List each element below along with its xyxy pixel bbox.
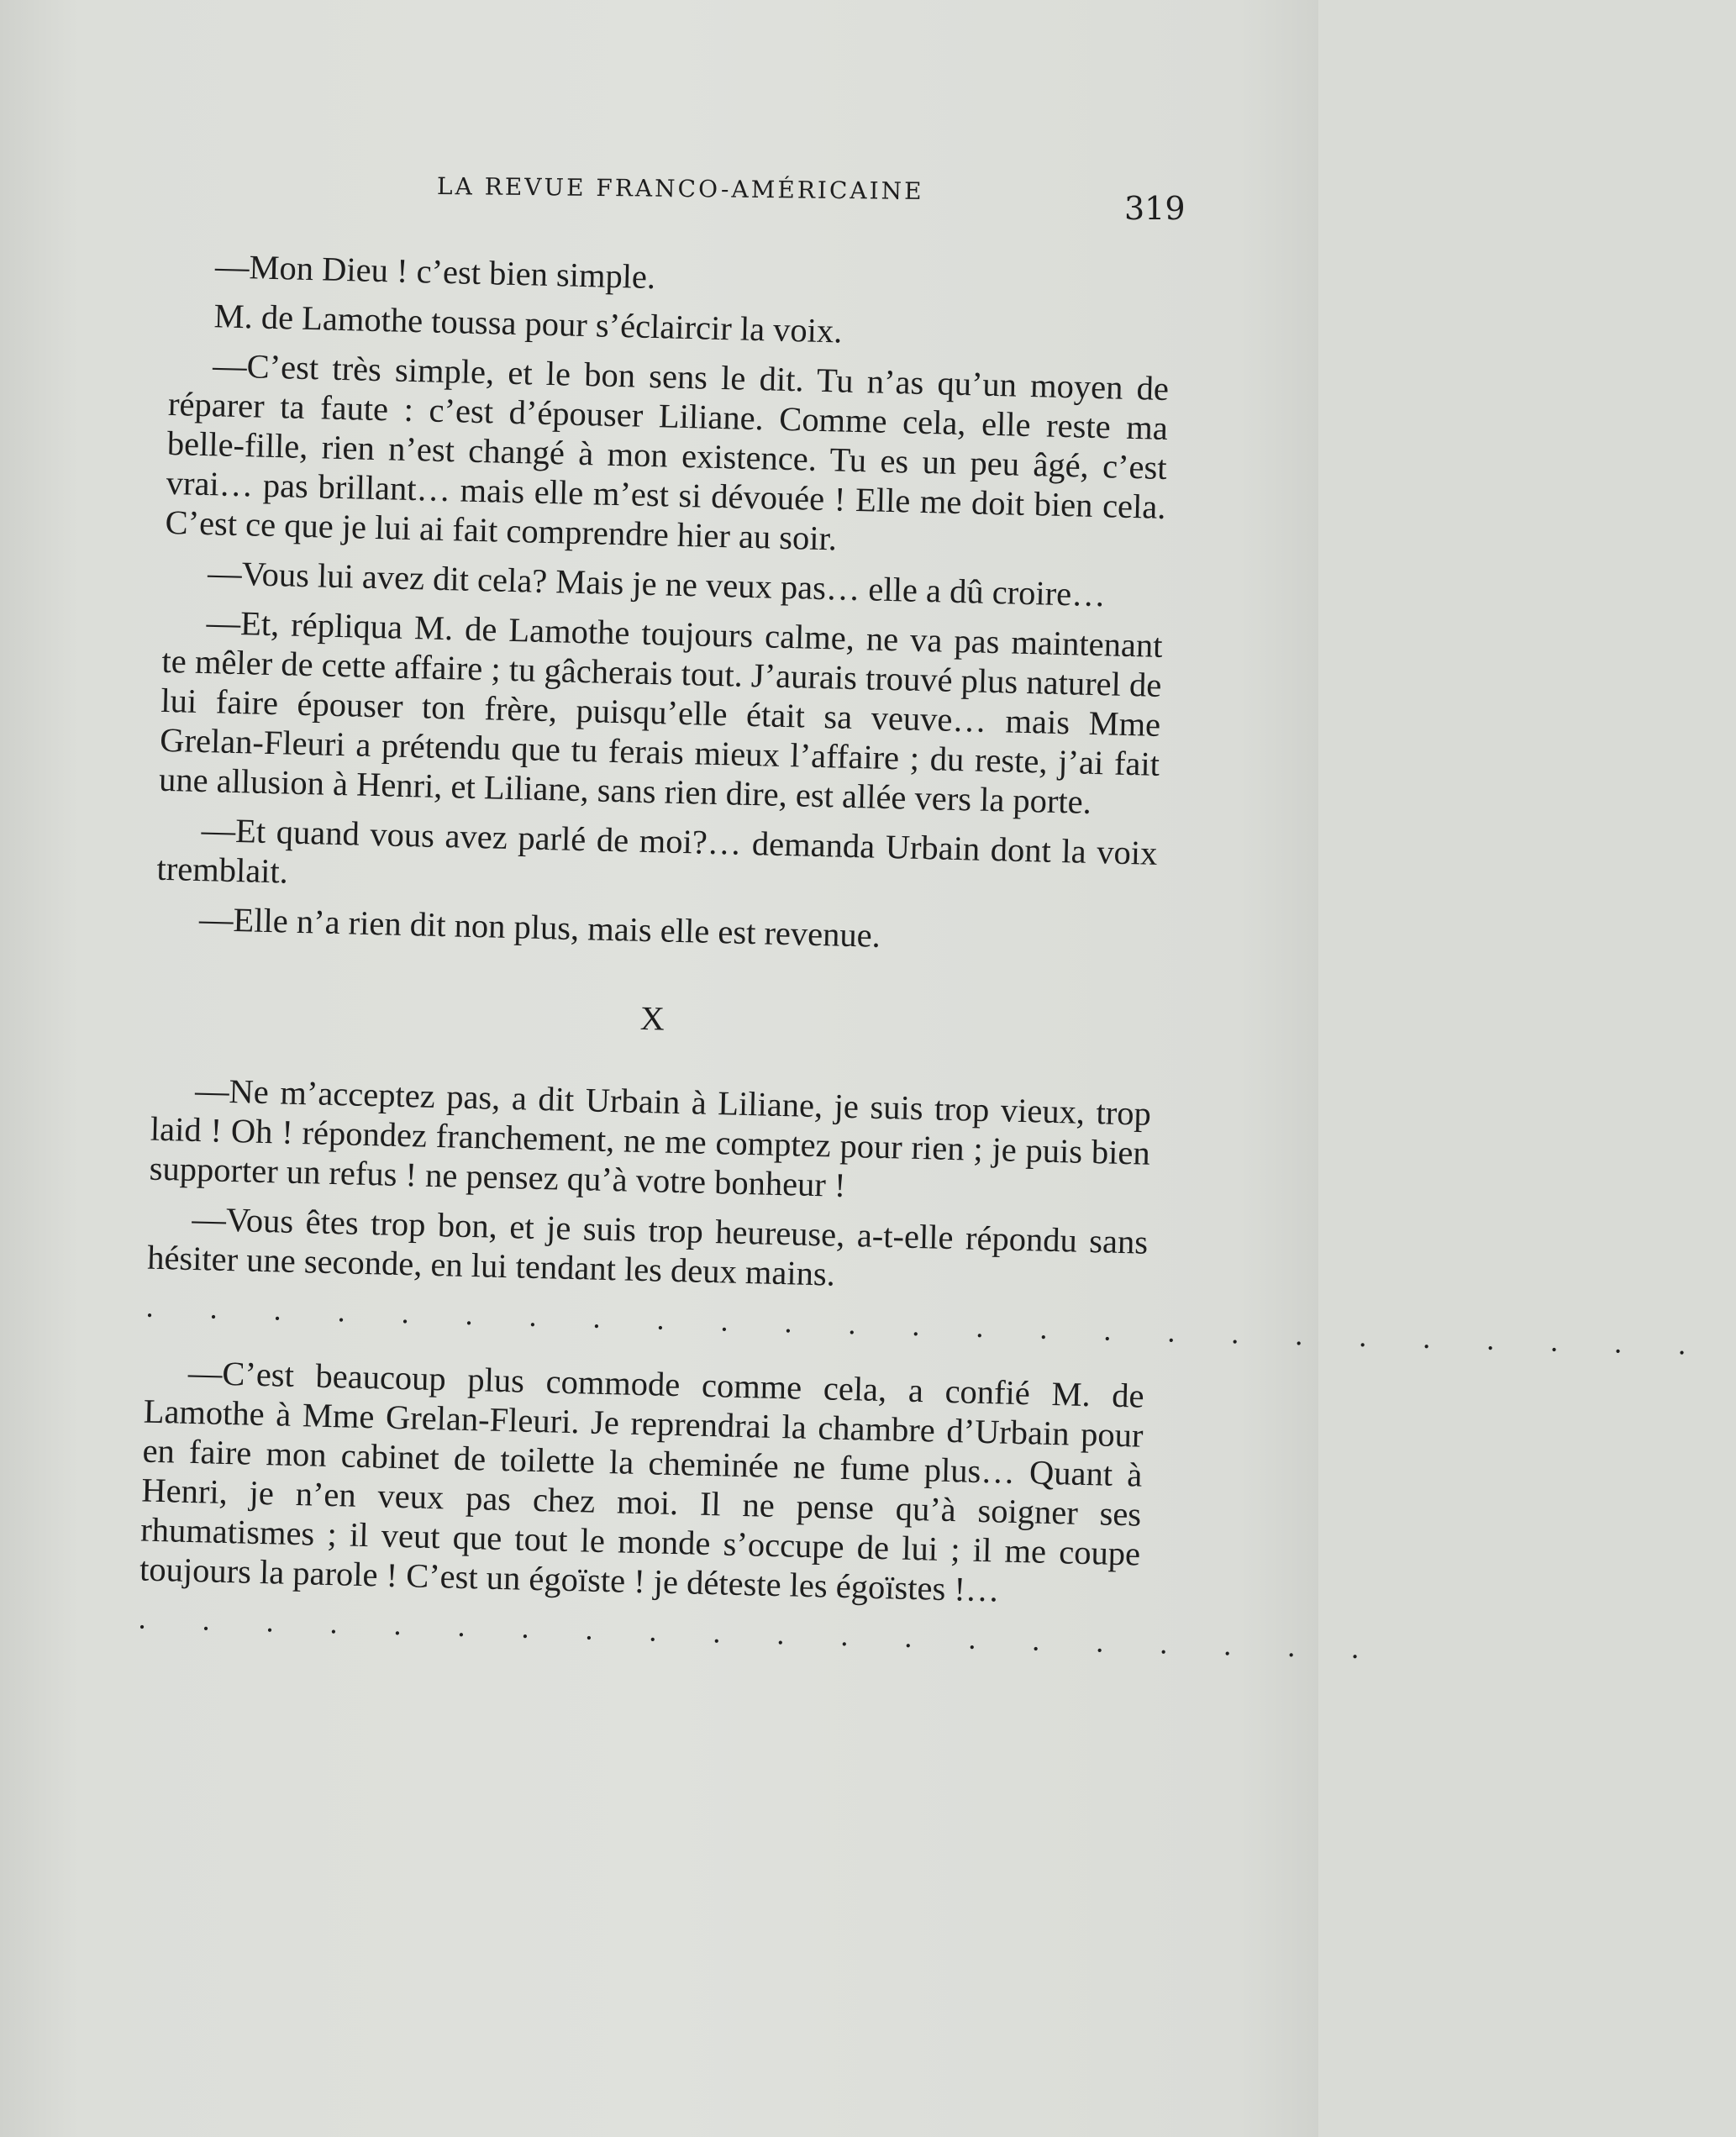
paragraph: —Et quand vous avez parlé de moi?… demanda Urbain dont la voix tremblait. (156, 811, 1158, 891)
dotted-separator: . . . . . . . . . . . . . . . . . . . . (138, 1601, 1384, 1666)
running-title: LA REVUE FRANCO-AMÉRICAINE (436, 171, 924, 206)
paragraph: —Elle n’a rien dit non plus, mais elle est revenue. (198, 900, 881, 955)
paragraph: —Vous êtes trop bon, et je suis trop heureuse, a-t-elle répondu sans hésiter une seconde, en lui tendant les deux mains. (146, 1199, 1149, 1293)
paragraph: M. de Lamothe toussa pour s’éclaircir la voix. (213, 297, 843, 350)
paragraph: —Et, répliqua M. de Lamothe toujours calme, ne va pas maintenant te mêler de cette affaire ; tu gâcherais tout. J’aurais trouvé plus naturel de lui faire épouser ton frère, puisqu’elle était sa veuve… mais Mme Grelan-Fleuri a prétendu que tu ferais mieux l’affaire ; du reste, j’ai fait une allusion à Henri, et Liliane, sans rien dire, est allée vers la porte. (158, 603, 1163, 821)
paragraph: —Mon Dieu ! c’est bien simple. (214, 247, 656, 297)
body-text (137, 235, 1711, 1688)
chapter-heading: X (639, 998, 667, 1038)
paragraph: —Vous lui avez dit cela? Mais je ne veux pas… elle a dû croire… (207, 554, 1107, 614)
paragraph: —C’est beaucoup plus commode comme cela, a confié M. de Lamothe à Mme Grelan-Fleuri. Je reprendrai la chambre d’Urbain pour en faire mon cabinet de toilette la cheminée ne fume plus… Quant à Henri, je n’en veux pas chez moi. Il ne pense qu’à soigner ses rhumatismes ; il veut que tout le monde s’occupe de lui ; il me coupe toujours la parole ! C’est un égoïste ! je déteste les égoïstes !… (139, 1353, 1145, 1609)
paragraph: —Ne m’acceptez pas, a dit Urbain à Liliane, je suis trop vieux, trop laid ! Oh ! répondez franchement, ne me comptez pour rien ; je puis bien supporter un refus ! ne pensez qu’à votre bonheur ! (149, 1071, 1152, 1204)
dotted-separator: . . . . . . . . . . . . . . . . . . . . . . . . . (145, 1289, 1711, 1362)
page-number: 319 (1124, 190, 1186, 227)
paragraph: —C’est très simple, et le bon sens le dit. Tu n’as qu’un moyen de réparer ta faute : c’est d’épouser Liliane. Comme cela, elle reste ma belle-fille, rien n’est changé à mon existence. Tu es un peu âgé, c’est vrai… pas brillant… mais elle m’est si dévouée ! Elle me doit bien cela. C’est ce que je lui ai fait comprendre hier au soir. (165, 346, 1170, 558)
